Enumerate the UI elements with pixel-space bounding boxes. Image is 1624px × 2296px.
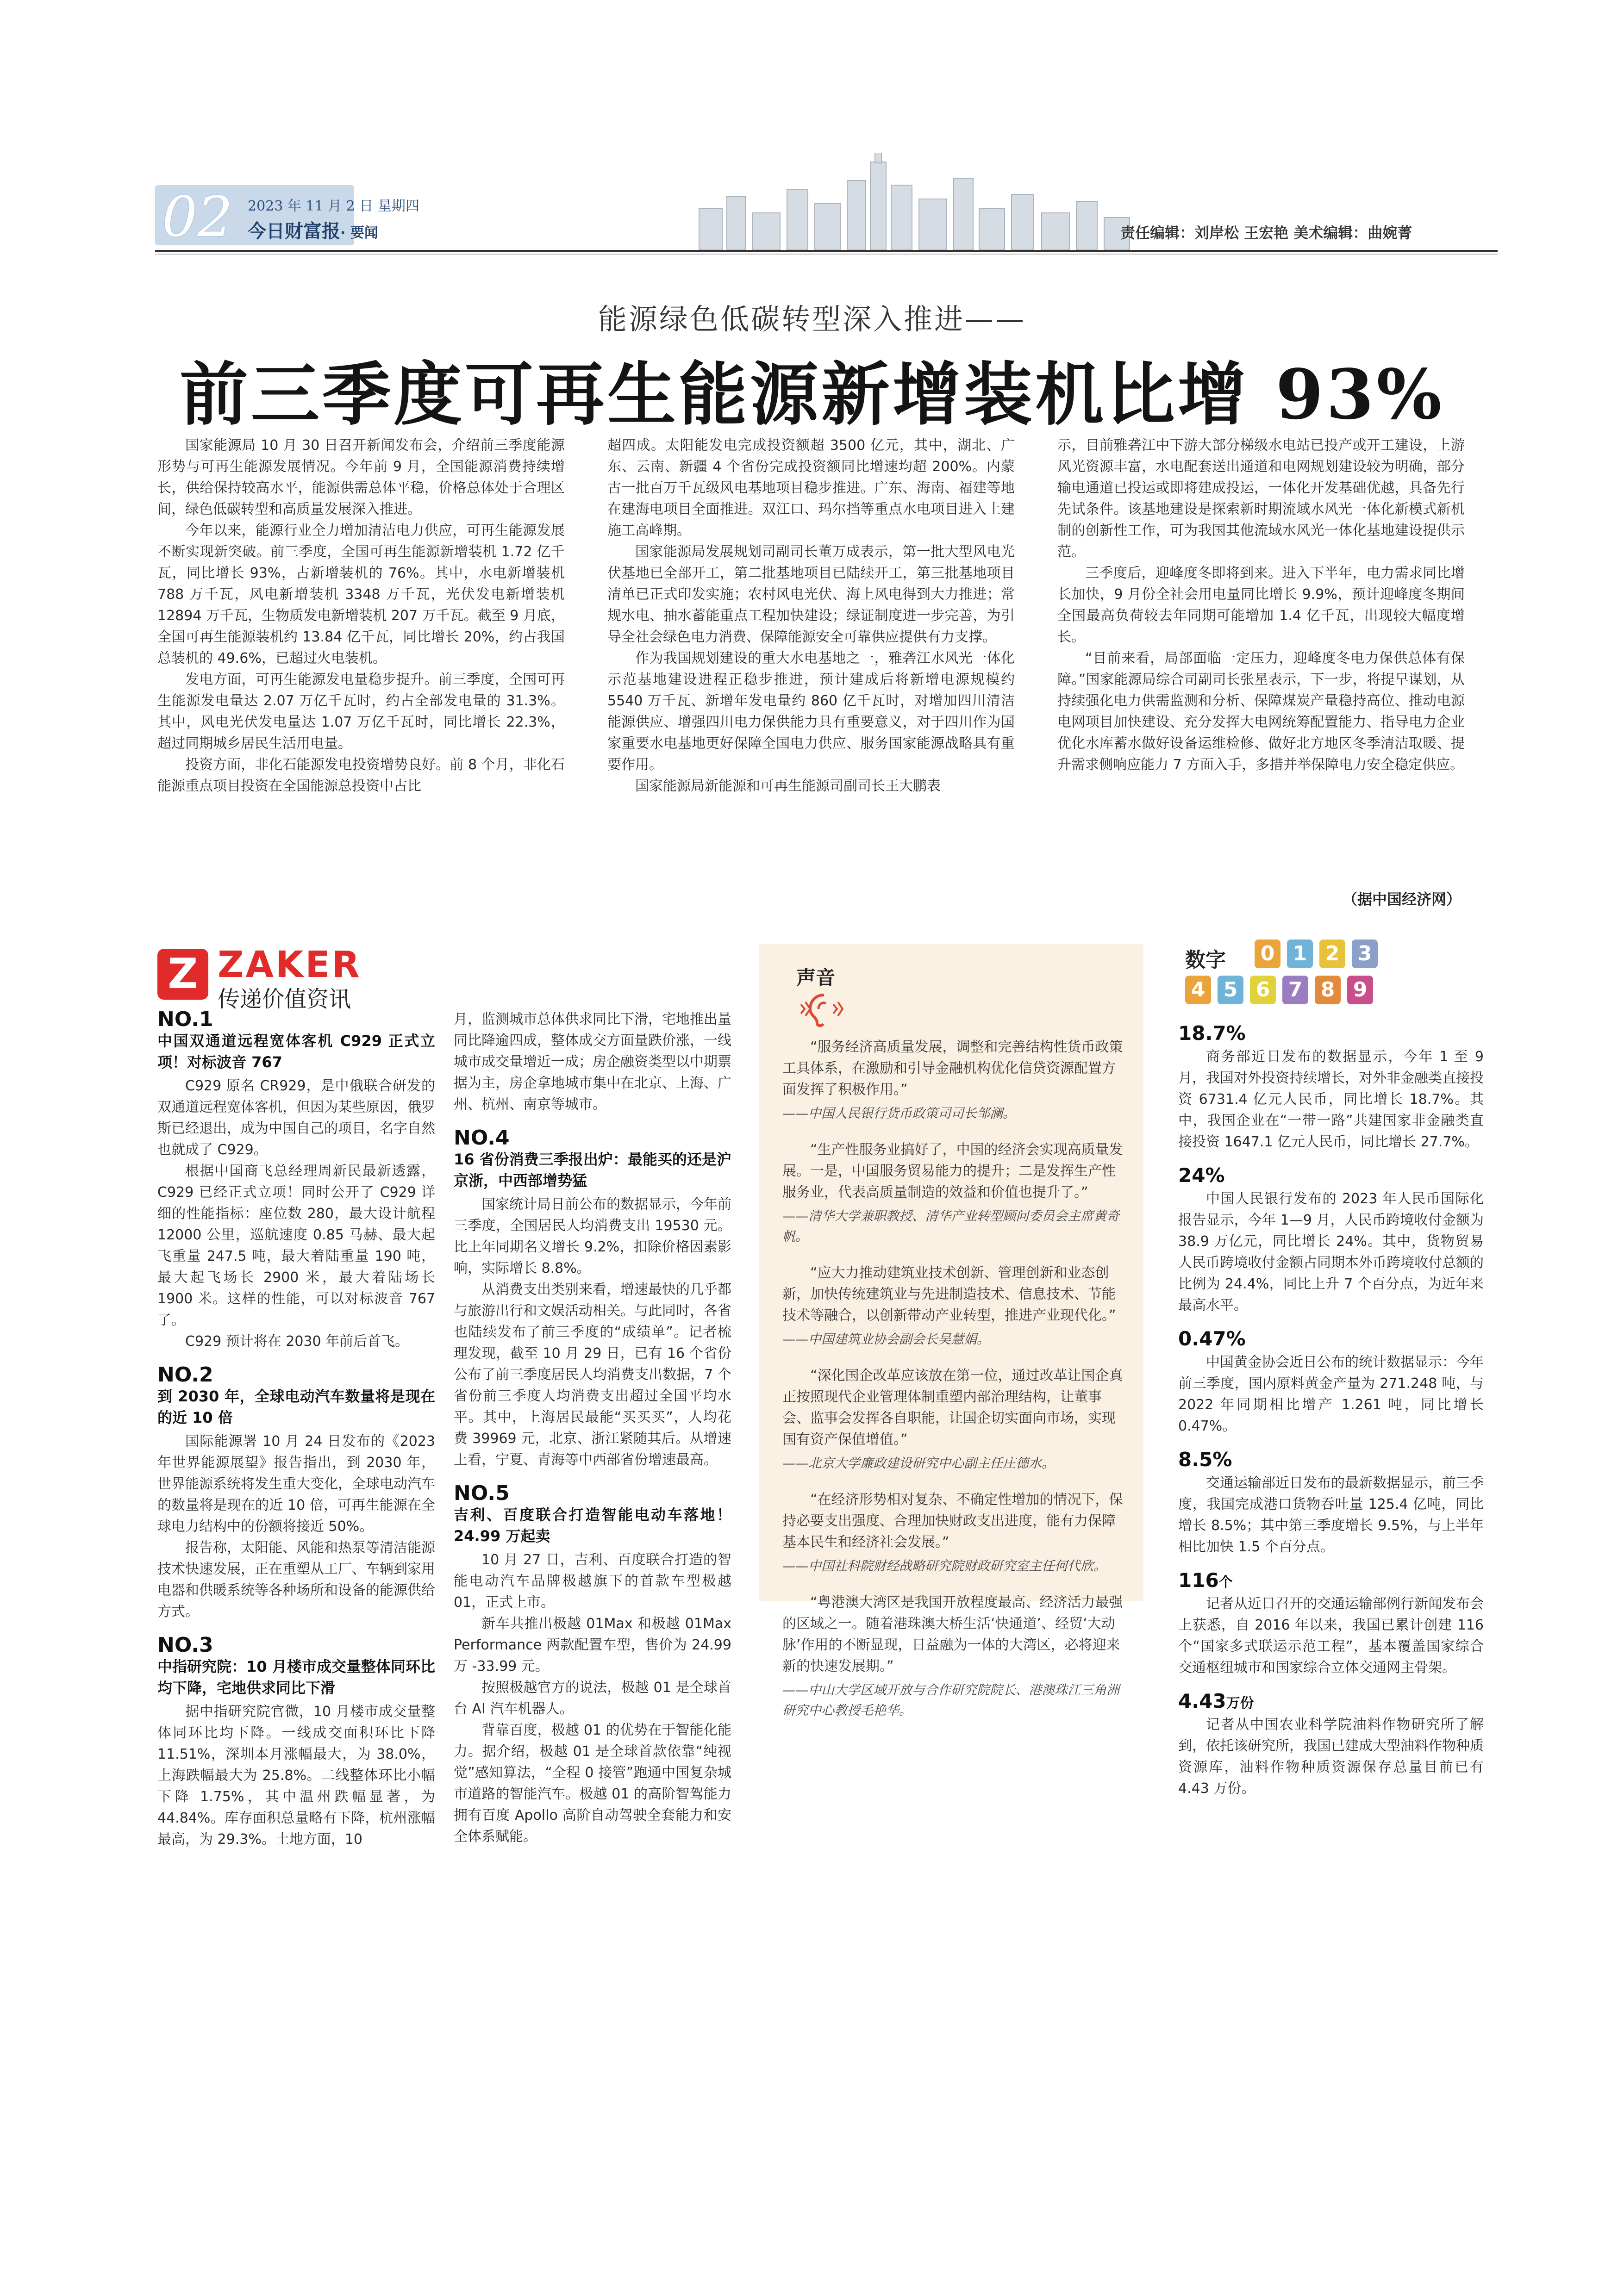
digit-tile: 1	[1287, 940, 1313, 968]
article-kicker: 能源绿色低碳转型深入推进——	[598, 302, 1026, 336]
stat-value: 8.5%	[1178, 1448, 1232, 1471]
news-title: 中国双通道远程宽体客机 C929 正式立项！对标波音 767	[157, 1032, 435, 1071]
issue-date: 2023 年 11 月 2 日 星期四	[248, 198, 419, 214]
header-rule	[155, 250, 1498, 252]
lead-column-1: 国家能源局 10 月 30 日召开新闻发布会，介绍前三季度能源形势与可再生能源发展情况。今年前 9 月，全国能源消费持续增长，供给保持较高水平，能源供需总体平稳，价格总体处于合理区间，绿色低碳转型和高质量发展深入推进。 今年以来，能源行业全力增加清洁电力供应，可再生能源发展不断实现新突破。前三季度，全国可再生能源新增装机 1.72 亿千瓦，同比增长 93%，占新增装机的 76%。其中，水电新增装机 788 万千瓦，风电新增装机 3348 万千瓦，光伏发电新增装机 12894 万千瓦，生物质发电新增装机 207 万千瓦。截至 9 月底，全国可再生能源装机约 13.84 亿千瓦，同比增长 20%，约占我国总装机的 49.6%，已超过火电装机。 发电方面，可再生能源发电量稳步提升。前三季度，全国可再生能源发电量达 2.07 万亿千瓦时，约占全部发电量的 31.3%。其中，风电光伏发电量达 1.07 万亿千瓦时，同比增长 22.3%，超过同期城乡居民生活用电量。 投资方面，非化石能源发电投资增势良好。前 8 个月，非化石能源重点项目投资在全国能源总投资中占比	[157, 437, 565, 794]
paper-name: 今日财富报· 要闻	[248, 221, 378, 242]
news-number: NO.2	[157, 1363, 213, 1387]
numbers-column	[1178, 1023, 1484, 1995]
zaker-logo-letter: Z	[168, 950, 198, 998]
quote-text: “应大力推动建筑业技术创新、管理创新和业态创新，加快传统建筑业与先进制造技术、信息技术、节能技术等融合，以创新带动产业转型，推进产业现代化。”	[782, 1265, 1116, 1324]
digit-tile: 2	[1319, 940, 1345, 968]
stat-value: 116个	[1178, 1569, 1233, 1592]
stat-text: 记者从中国农业科学院油料作物研究所了解到，依托该研究所，我国已建成大型油料作物种质资源库，油料作物种质资源保存总量目前已有 4.43 万份。	[1178, 1717, 1484, 1797]
news-title: 16 省份消费三季报出炉：最能买的还是沪京浙，中西部增势猛	[454, 1151, 731, 1189]
voice-title: 声音	[796, 966, 836, 989]
quote-source: ——清华大学兼职教授、清华产业转型顾问委员会主席黄奇帆。	[782, 1208, 1120, 1244]
quote-text: “服务经济高质量发展，调整和完善结构性货币政策工具体系，在激励和引导金融机构优化信贷资源配置方面发挥了积极作用。”	[782, 1039, 1123, 1098]
news-title: 中指研究院：10 月楼市成交量整体同环比均下降，宅地供求同比下滑	[157, 1658, 435, 1697]
stat-text: 中国人民银行发布的 2023 年人民币国际化报告显示，今年 1—9 月，人民币跨境收付金额为 38.9 万亿元，同比增长 24%。其中，货物贸易人民币跨境收付金额占同期本外币跨境收付总额的比例为 24.4%，同比上升 7 个百分点，为近年来最高水平。	[1178, 1191, 1484, 1313]
stat-text: 商务部近日发布的数据显示，今年 1 至 9 月，我国对外投资持续增长，对外非金融类直接投资 6731.4 亿元人民币，同比增长 18.7%。其中，我国企业在“一带一路”共建国家非金融类直接投资 1647.1 亿元人民币，同比增长 27.7%。	[1178, 1049, 1484, 1150]
digit-tile: 0	[1255, 940, 1280, 968]
skyline-illustration	[671, 153, 1181, 250]
zaker-tagline: 传递价值资讯	[218, 986, 351, 1012]
news-title: 吉利、百度联合打造智能电动车落地！24.99 万起卖	[454, 1506, 731, 1545]
quote-source: ——中山大学区域开放与合作研究院院长、港澳珠江三角洲研究中心教授毛艳华。	[782, 1682, 1120, 1718]
digit-banner	[1185, 940, 1398, 1018]
stat-value: 0.47%	[1178, 1327, 1246, 1350]
zaker-brand: ZAKER	[218, 944, 362, 986]
stat-text: 记者从近日召开的交通运输部例行新闻发布会上获悉，自 2016 年以来，我国已累计创建 116 个“国家多式联运示范工程”，基本覆盖国家综合交通枢纽城市和国家综合立体交通网主骨架。	[1178, 1596, 1484, 1676]
stat-text: 交通运输部近日发布的最新数据显示，前三季度，我国完成港口货物吞吐量 125.4 亿吨，同比增长 8.5%；其中第三季度增长 9.5%，与上半年相比加快 1.5 个百分点。	[1178, 1475, 1484, 1555]
digit-tile: 3	[1352, 940, 1378, 968]
digit-tile: 4	[1185, 976, 1211, 1004]
quote-text: “粤港澳大湾区是我国开放程度最高、经济活力最强的区域之一。随着港珠澳大桥生活‘快通道’、经贸‘大动脉’作用的不断显现，日益融为一体的大湾区，必将迎来新的快速发展期。”	[782, 1594, 1123, 1674]
quote-source: ——中国社科院财经战略研究院财政研究室主任何代欣。	[782, 1558, 1107, 1574]
quote-text: “在经济形势相对复杂、不确定性增加的情况下，保持必要支出强度、合理加快财政支出进度，能有力保障基本民生和经济社会发展。”	[782, 1492, 1123, 1550]
news-number: NO.5	[454, 1481, 510, 1505]
quote-source: ——中国人民银行货币政策司司长邹澜。	[782, 1106, 1016, 1121]
digit-tile: 7	[1282, 976, 1308, 1004]
stat-value: 18.7%	[1178, 1022, 1246, 1045]
header-rule-thin	[155, 254, 1498, 255]
lead-column-3: 示，目前雅砻江中下游大部分梯级水电站已投产或开工建设，上游风光资源丰富，水电配套送出通道和电网规划建设较为明确，部分输电通道已投运或即将建成投运，一体化开发基础优越，具备先行先试条件。该基地建设是探索新时期流域水风光一体化新模式新机制的创新性工作，可为我国其他流域水风光一体化基地建设提供示范。 三季度后，迎峰度冬即将到来。进入下半年，电力需求同比增长加快，9 月份全社会用电量同比增长 9.9%，预计迎峰度冬期间全国最高负荷较去年同期可能增加 1.4 亿千瓦，出现较大幅度增长。 “目前来看，局部面临一定压力，迎峰度冬电力保供总体有保障。”国家能源局综合司副司长张星表示，下一步，将提早谋划，从持续强化电力供需监测和分析、保障煤炭产量稳持高位、推动电源电网项目加快建设、充分发挥大电网统筹配置能力、指导电力企业优化水库蓄水做好设备运维检修、做好北方地区冬季清洁取暖、提升需求侧响应能力 7 方面入手，多措并举保障电力安全稳定供应。	[1057, 437, 1465, 773]
news-number: NO.1	[157, 1008, 213, 1031]
editor-credits: 责任编辑：刘岸松 王宏艳 美术编辑：曲婉菁	[1120, 224, 1412, 242]
digit-tile: 6	[1250, 976, 1276, 1004]
numbers-title: 数字	[1185, 948, 1226, 972]
zaker-column-2: 月，监测城市总体供求同比下滑，宅地推出量同比降逾四成，整体成交方面量跌价涨，一线城市成交量增近一成；房企融资类型以中期票据为主，房企拿地城市集中在北京、上海、广州、杭州、南京等城市。 NO.4 16 省份消费三季报出炉：最能买的还是沪京浙，中西部增势猛 国家统计局日前公布的数据显示，今年前三季度，全国居民人均消费支出 19530 元。比上年同期名义增长 9.2%，扣除价格因素影响，实际增长 8.8%。 从消费支出类别来看，增速最快的几乎都与旅游出行和文娱活动相关。与此同时，各省也陆续发布了前三季度的“成绩单”。记者梳理发现，截至 10 月 29 日，已有 16 个省份公布了前三季度居民人均消费支出数据，7 个省份前三季度人均消费支出超过全国平均水平。其中，上海居民最能“买买买”，人均花费 39969 元，北京、浙江紧随其后。从增速上看，宁夏、青海等中西部省份增速最高。 NO.5 吉利、百度联合打造智能电动车落地！24.99 万起卖 10 月 27 日，吉利、百度联合打造的智能电动汽车品牌极越旗下的首款车型极越 01，正式上市。 新车共推出极越 01Max 和极越 01Max Performance 两款配置车型，售价为 24.99 万 -33.99 元。 按照极越官方的说法，极越 01 是全球首台 AI 汽车机器人。 背靠百度，极越 01 的优势在于智能化能力。据介绍，极越 01 是全球首款依靠“纯视觉”感知算法，“全程 0 接管”跑通中国复杂城市道路的智能汽车。极越 01 的高阶智驾能力拥有百度 Apollo 高阶自动驾驶全套能力和安全体系赋能。	[454, 1011, 731, 1845]
article-source: （据中国经济网）	[1343, 890, 1462, 908]
digit-tile: 5	[1218, 976, 1243, 1004]
ear-icon	[796, 990, 852, 1027]
voice-quotes	[782, 1037, 1125, 1718]
page-number: 02	[162, 185, 233, 249]
digit-tile: 9	[1347, 976, 1373, 1004]
quote-source: ——中国建筑业协会副会长吴慧娟。	[782, 1332, 990, 1347]
news-number: NO.4	[454, 1126, 510, 1150]
news-title: 到 2030 年，全球电动汽车数量将是现在的近 10 倍	[157, 1388, 435, 1426]
quote-source: ——北京大学廉政建设研究中心副主任庄德水。	[782, 1456, 1055, 1471]
digit-tile: 8	[1315, 976, 1341, 1004]
quote-text: “生产性服务业搞好了，中国的经济会实现高质量发展。一是，中国服务贸易能力的提升；二是发挥生产性服务业，代表高质量制造的效益和价值也提升了。”	[782, 1142, 1123, 1201]
stat-text: 中国黄金协会近日公布的统计数据显示：今年前三季度，国内原料黄金产量为 271.248 吨，与 2022 年同期相比增产 1.261 吨，同比增长 0.47%。	[1178, 1354, 1484, 1434]
stat-value: 4.43万份	[1178, 1690, 1254, 1712]
quote-text: “深化国企改革应该放在第一位，通过改革让国企真正按照现代企业管理体制重塑内部治理结构，让董事会、监事会发挥各自职能，让国企切实面向市场，实现国有资产保值增值。”	[782, 1368, 1123, 1448]
lead-column-2: 超四成。太阳能发电完成投资额超 3500 亿元，其中，湖北、广东、云南、新疆 4 个省份完成投资额同比增速均超 200%。内蒙古一批百万千瓦级风电基地项目稳步推进。广东、海南、福建等地在建海电项目全面推进。双江口、玛尔挡等重点水电项目进入土建施工高峰期。 国家能源局发展规划司副司长董万成表示，第一批大型风电光伏基地已全部开工，第二批基地项目已陆续开工，第三批基地项目清单已正式印发实施；农村风电光伏、海上风电得到大力推进；常规水电、抽水蓄能重点工程加快建设；绿证制度进一步完善，为引导全社会绿色电力消费、保障能源安全可靠供应提供有力支撑。 作为我国规划建设的重大水电基地之一，雅砻江水风光一体化示范基地建设进程正稳步推进，预计建成后将新增电源规模约 5540 万千瓦、新增年发电量约 860 亿千瓦时，对增加四川清洁能源供应、增强四川电力保供能力具有重要意义，对于四川作为国家重要水电基地更好保障全国电力供应、服务国家能源战略具有重要作用。 国家能源局新能源和可再生能源司副司长王大鹏表	[607, 437, 1015, 794]
stat-value: 24%	[1178, 1164, 1225, 1187]
news-number: NO.3	[157, 1633, 213, 1657]
article-headline: 前三季度可再生能源新增装机比增 93%	[179, 354, 1445, 435]
zaker-column-1: NO.1 中国双通道远程宽体客机 C929 正式立项！对标波音 767 C929 原名 CR929，是中俄联合研发的双通道远程宽体客机，但因为某些原因，俄罗斯已经退出，成为中国自己的项目，名字自然也就成了 C929。 根据中国商飞总经理周新民最新透露，C929 已经正式立项！同时公开了 C929 详细的性能指标：座位数 280，最大设计航程 12000 公里，巡航速度 0.85 马赫、最大起飞重量 247.5 吨，最大着陆重量 190 吨，最大起飞场长 2900 米，最大着陆场长 1900 米。这样的性能，可以对标波音 767 了。 C929 预计将在 2030 年前后首飞。 NO.2 到 2030 年，全球电动汽车数量将是现在的近 10 倍 国际能源署 10 月 24 日发布的《2023 年世界能源展望》报告指出，到 2030 年，世界能源系统将发生重大变化，全球电动汽车的数量将是现在的近 10 倍，可再生能源在全球电力结构中的份额将接近 50%。 报告称，太阳能、风能和热泵等清洁能源技术快速发展，正在重塑从工厂、车辆到家用电器和供暖系统等各种场所和设备的能源供给方式。 NO.3 中指研究院：10 月楼市成交量整体同环比均下降，宅地供求同比下滑 据中指研究院官微，10 月楼市成交量整体同环比均下降。一线成交面积环比下降 11.51%，深圳本月涨幅最大，为 38.0%，上海跌幅最大为 25.8%。二线整体环比小幅下降 1.75%，其中温州跌幅显著，为 44.84%。库存面积总量略有下降，杭州涨幅最高，为 29.3%。土地方面，10	[157, 1008, 435, 1848]
